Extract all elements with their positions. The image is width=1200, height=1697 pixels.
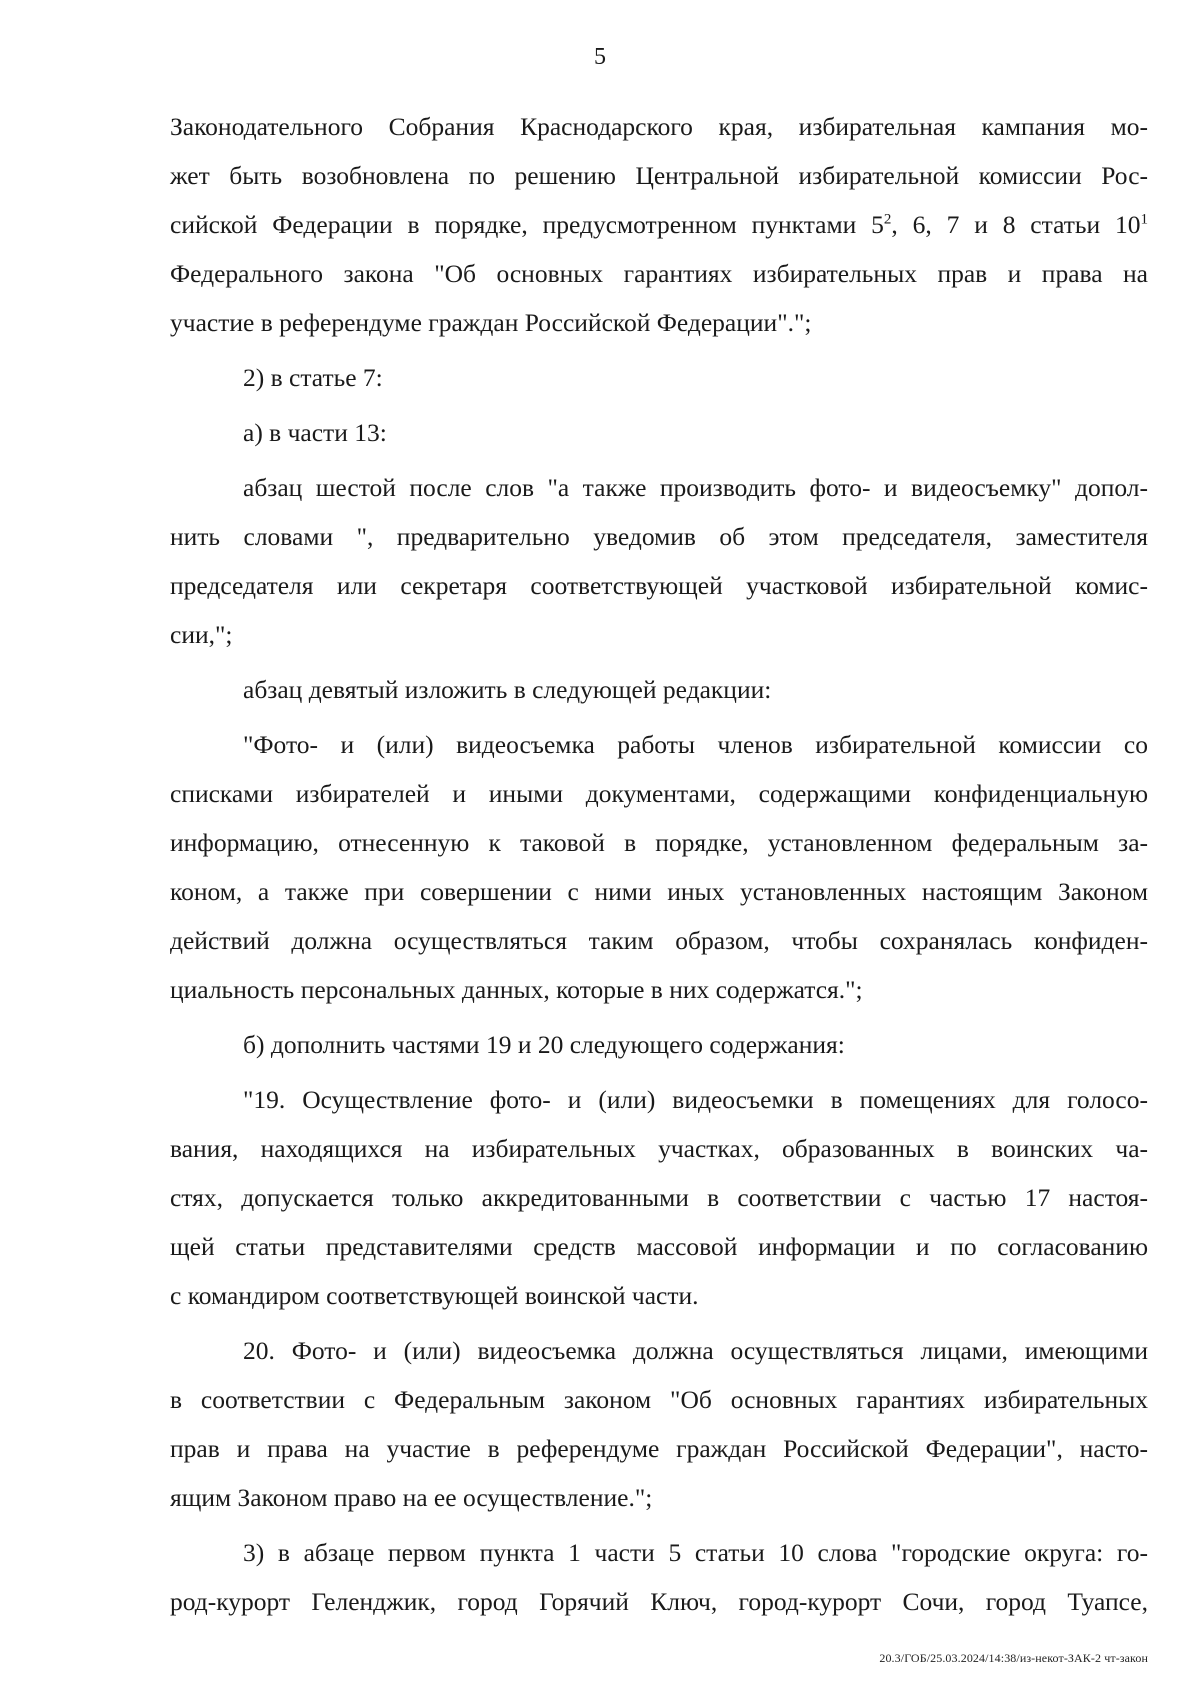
superscript: 2 bbox=[883, 211, 892, 228]
text-line: абзац шестой после слов "а также производить фото- и видеосъемку" допол- bbox=[243, 473, 1148, 502]
superscript: 1 bbox=[1140, 211, 1148, 228]
text-line: Законодательного Собрания Краснодарского края, избирательная кампания мо- bbox=[170, 112, 1148, 141]
text-line: 2) в статье 7: bbox=[243, 363, 383, 392]
text-line: 3) в абзаце первом пункта 1 части 5 статьи 10 слова "городские округа: го- bbox=[243, 1538, 1148, 1567]
text-line: а) в части 13: bbox=[243, 418, 387, 447]
text-segment: , 6, 7 и 8 статьи 10 bbox=[891, 210, 1141, 239]
text-line: "19. Осуществление фото- и (или) видеосъемки в помещениях для голосо- bbox=[243, 1085, 1148, 1114]
text-line: нить словами ", предварительно уведомив об этом председателя, заместителя bbox=[170, 522, 1148, 551]
text-line: участие в референдуме граждан Российской Федерации"."; bbox=[170, 308, 812, 337]
text-line: 20. Фото- и (или) видеосъемка должна осуществляться лицами, имеющими bbox=[243, 1336, 1148, 1365]
text-line: прав и права на участие в референдуме граждан Российской Федерации", насто- bbox=[170, 1434, 1148, 1463]
text-line: информацию, отнесенную к таковой в порядке, установленном федеральным за- bbox=[170, 828, 1148, 857]
text-line: род-курорт Геленджик, город Горячий Ключ, город-курорт Сочи, город Туапсе, bbox=[170, 1587, 1148, 1616]
text-line: Федерального закона "Об основных гарантиях избирательных прав и права на bbox=[170, 259, 1148, 288]
text-line: б) дополнить частями 19 и 20 следующего содержания: bbox=[243, 1030, 845, 1059]
text-line-with-superscripts bbox=[170, 200, 1148, 249]
text-line: сии,"; bbox=[170, 620, 233, 649]
text-line: в соответствии с Федеральным законом "Об основных гарантиях избирательных bbox=[170, 1385, 1148, 1414]
document-footer-code: 20.3/ГОБ/25.03.2024/14:38/из-некот-ЗАК-2 чт-закон bbox=[879, 1651, 1148, 1665]
text-line: жет быть возобновлена по решению Центральной избирательной комиссии Рос- bbox=[170, 161, 1148, 190]
text-segment: сийской Федерации в порядке, предусмотренном пунктами 5 bbox=[170, 210, 884, 239]
text-line: стях, допускается только аккредитованными в соответствии с частью 17 настоя- bbox=[170, 1183, 1148, 1212]
page-number: 5 bbox=[594, 44, 606, 70]
text-line: списками избирателей и иными документами, содержащими конфиденциальную bbox=[170, 779, 1148, 808]
text-line: председателя или секретаря соответствующей участковой избирательной комис- bbox=[170, 571, 1148, 600]
text-line: ящим Законом право на ее осуществление."; bbox=[170, 1483, 653, 1512]
text-line: "Фото- и (или) видеосъемка работы членов избирательной комиссии со bbox=[243, 730, 1148, 759]
text-line: вания, находящихся на избирательных участках, образованных в воинских ча- bbox=[170, 1134, 1148, 1163]
text-line: с командиром соответствующей воинской части. bbox=[170, 1281, 699, 1310]
text-line: действий должна осуществляться таким образом, чтобы сохранялась конфиден- bbox=[170, 926, 1148, 955]
text-line: щей статьи представителями средств массовой информации и по согласованию bbox=[170, 1232, 1148, 1261]
text-line: абзац девятый изложить в следующей редакции: bbox=[243, 675, 772, 704]
document-body bbox=[170, 102, 1148, 1626]
text-line: циальность персональных данных, которые в них содержатся."; bbox=[170, 975, 863, 1004]
text-line: коном, а также при совершении с ними иных установленных настоящим Законом bbox=[170, 877, 1148, 906]
